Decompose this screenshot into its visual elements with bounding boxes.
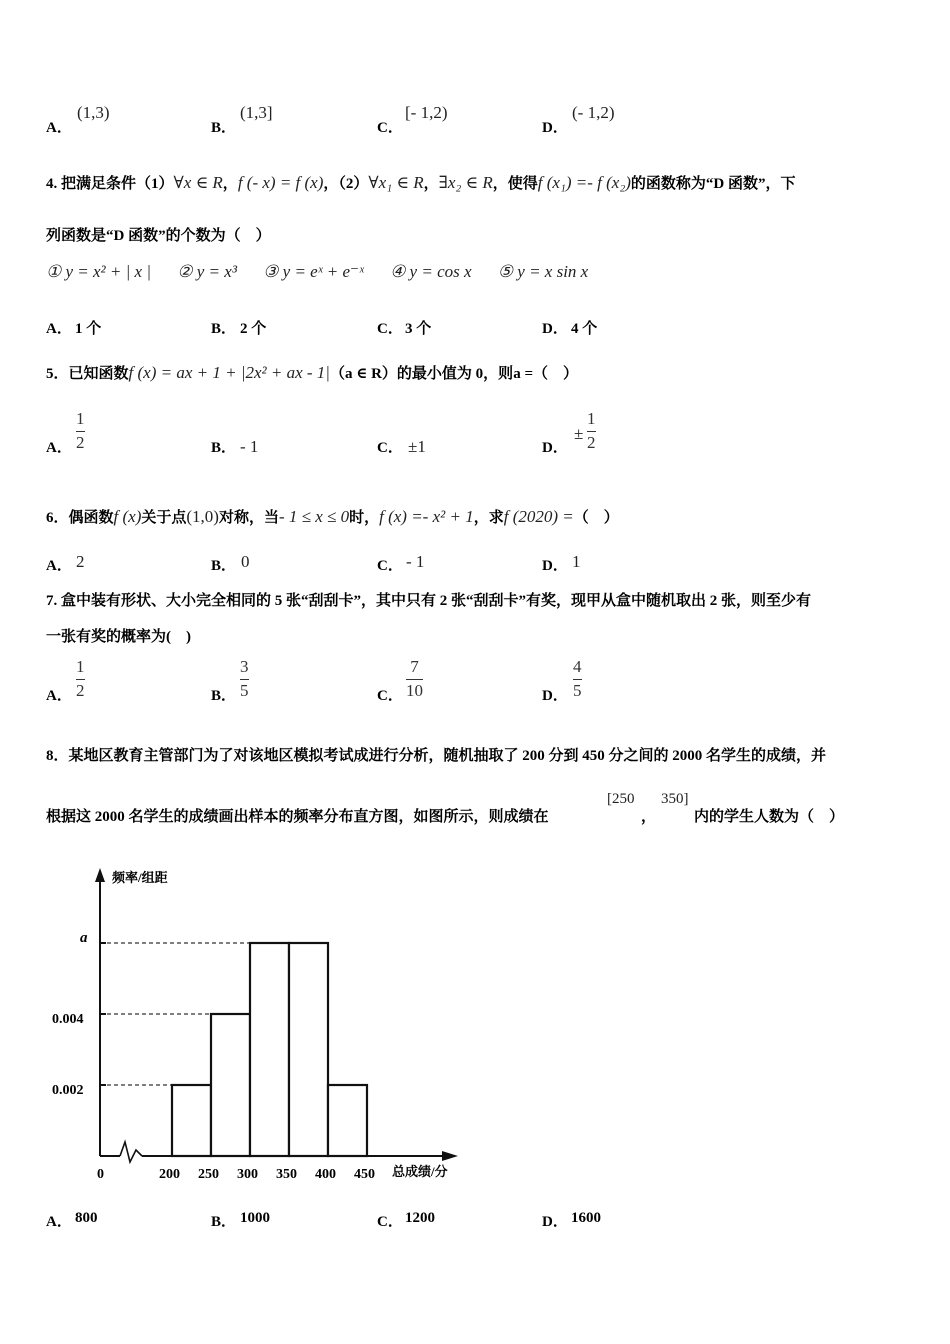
q7-option-d-label: D． — [542, 688, 568, 704]
q8-comma: ， — [641, 809, 657, 825]
q5-option-b-label: B． — [211, 440, 237, 456]
q3-option-b-value: (1,3] — [240, 103, 273, 122]
q6-p5: ，求 — [473, 510, 504, 526]
x-tick-200: 200 — [159, 1167, 180, 1182]
q4-line1 — [46, 172, 796, 193]
q8-option-a-label: A． — [46, 1214, 72, 1230]
q4-option-c-value: 3 个 — [405, 321, 432, 337]
q6-p3: 对称，当 — [218, 510, 279, 526]
q4-part2: ，（2） — [323, 176, 369, 192]
q4-cond1: ∀x ∈ R — [173, 173, 223, 192]
q4-cond2b: ∃x₂ ∈ R — [438, 173, 493, 192]
q4-option-d-label: D． — [542, 321, 568, 337]
q8-option-b-value: 1000 — [240, 1210, 270, 1226]
q3-option-c-value: [- 1,2) — [405, 103, 448, 122]
q5-a-den: 2 — [76, 432, 85, 452]
y-tick-0002: 0.002 — [52, 1083, 84, 1098]
y-axis-arrow-icon — [95, 868, 105, 882]
x-axis-label: 总成绩/分 — [392, 1164, 448, 1179]
q5-cond: （a ∈ R） — [329, 366, 397, 382]
q4-functions — [46, 262, 588, 282]
q6-option-a-label: A． — [46, 558, 72, 574]
q4-option-c-label: C． — [377, 321, 403, 337]
q3-option-c-label: C． — [377, 120, 403, 136]
q5-d-num: 1 — [587, 409, 596, 428]
x-tick-400: 400 — [315, 1167, 336, 1182]
x-tick-450: 450 — [354, 1167, 375, 1182]
y-axis-label: 频率/组距 — [112, 870, 168, 885]
q8-option-d-label: D． — [542, 1214, 568, 1230]
q8-option-c-value: 1200 — [405, 1210, 435, 1226]
q6-option-d-label: D． — [542, 558, 568, 574]
q7-a-den: 2 — [76, 680, 85, 700]
axis-break-icon — [120, 1142, 142, 1162]
q4-cond1b: f (- x) = f (x) — [237, 173, 324, 192]
x-tick-0: 0 — [97, 1167, 104, 1182]
q7-b-num: 3 — [240, 657, 249, 676]
q4-cond2a: ∀x₁ ∈ R — [368, 173, 424, 192]
x-tick-250: 250 — [198, 1167, 219, 1182]
q5-option-a-label: A． — [46, 440, 72, 456]
q6-p2: 关于点 — [141, 510, 187, 526]
q4-option-a-label: A． — [46, 321, 72, 337]
q5-prefix: 5．已知函数 — [46, 366, 129, 382]
q7-d-num: 4 — [573, 657, 582, 676]
q4-sep1: ， — [222, 176, 238, 192]
q7-option-b-fraction — [240, 658, 249, 700]
histogram-group — [100, 943, 375, 1182]
q8-option-d-value: 1600 — [571, 1210, 601, 1226]
histogram-bar-400-450 — [328, 1085, 367, 1156]
q5-option-b-value: - 1 — [240, 437, 259, 456]
y-tick-a: a — [80, 930, 88, 946]
q6-option-c-value: - 1 — [406, 552, 425, 571]
q7-c-den: 10 — [406, 680, 423, 700]
q8-option-a-value: 800 — [75, 1210, 98, 1226]
q4-line2: 列函数是“D 函数”的个数为（ ） — [46, 228, 271, 244]
q6-option-a-value: 2 — [76, 552, 85, 571]
q5-suffix: 的最小值为 0，则 — [396, 366, 514, 382]
x-axis-arrow-icon — [442, 1151, 458, 1161]
q6-p1: 6．偶函数 — [46, 510, 114, 526]
q4-func-3: ③ y = eˣ + e⁻ˣ — [263, 262, 364, 281]
q3-option-b-label: B． — [211, 120, 237, 136]
q6-p4: 时， — [349, 510, 380, 526]
q4-part3: ，使得 — [492, 176, 538, 192]
q6-f: f (x) — [113, 507, 142, 526]
q6-ask: f (2020) = — [503, 507, 574, 526]
q8-interval-right: 350] — [661, 791, 689, 807]
q3-option-a-label: A． — [46, 120, 72, 136]
x-tick-350: 350 — [276, 1167, 297, 1182]
q7-line1: 7. 盒中装有形状、大小完全相同的 5 张“刮刮卡”，其中只有 2 张“刮刮卡”有奖，现甲从盒中随机取出 2 张，则至少有 — [46, 593, 812, 609]
q5-option-c-value: ±1 — [408, 437, 426, 456]
y-tick-0004: 0.004 — [52, 1012, 84, 1027]
q5-d-den: 2 — [587, 432, 596, 452]
histogram-bar-200-250 — [172, 1085, 211, 1156]
q6-line — [46, 506, 619, 527]
q7-option-c-fraction — [406, 658, 423, 700]
q4-option-d-value: 4 个 — [571, 321, 598, 337]
q3-option-d-label: D． — [542, 120, 568, 136]
q4-option-b-label: B． — [211, 321, 237, 337]
q6-p6: （ ） — [573, 510, 619, 526]
q5-option-c-label: C． — [377, 440, 403, 456]
q6-eq: f (x) =- x² + 1 — [379, 507, 474, 526]
q5-option-d-pm: ± — [574, 424, 584, 443]
q4-part4: 的函数称为“D 函数”，下 — [630, 176, 796, 192]
q6-point: (1,0) — [186, 507, 219, 526]
q8-line2b: 内的学生人数为（ ） — [694, 809, 845, 825]
q4-option-a-value: 1 个 — [75, 321, 102, 337]
q7-b-den: 5 — [240, 680, 249, 700]
q4-cond3: f (x₁) =- f (x₂) — [537, 173, 631, 192]
histogram-bar-350-400 — [289, 943, 328, 1156]
frequency-histogram — [40, 860, 480, 1190]
q6-option-c-label: C． — [377, 558, 403, 574]
q4-func-1: ① y = x² + | x | — [46, 262, 152, 281]
q6-option-b-value: 0 — [241, 552, 250, 571]
q7-option-b-label: B． — [211, 688, 237, 704]
q7-option-a-label: A． — [46, 688, 72, 704]
q8-option-b-label: B． — [211, 1214, 237, 1230]
q8-line2a: 根据这 2000 名学生的成绩画出样本的频率分布直方图，如图所示，则成绩在 — [46, 809, 549, 825]
q4-sep2: ， — [423, 176, 439, 192]
q5-option-d-fraction — [587, 410, 596, 452]
q8-interval-left: [250 — [607, 791, 635, 807]
q7-option-d-fraction — [573, 658, 582, 700]
q8-line1: 8．某地区教育主管部门为了对该地区模拟考试成进行分析，随机抽取了 200 分到 450 分之间的 2000 名学生的成绩，并 — [46, 748, 827, 764]
q4-part1: 4. 把满足条件（1） — [46, 176, 174, 192]
q8-line2 — [46, 805, 549, 826]
q7-option-c-label: C． — [377, 688, 403, 704]
q8-option-c-label: C． — [377, 1214, 403, 1230]
q4-option-b-value: 2 个 — [240, 321, 267, 337]
q5-option-a-fraction — [76, 410, 85, 452]
q7-option-a-fraction — [76, 658, 85, 700]
q5-option-d-label: D． — [542, 440, 568, 456]
x-tick-300: 300 — [237, 1167, 258, 1182]
q3-option-a-value: (1,3) — [77, 103, 110, 122]
q7-line2: 一张有奖的概率为( ) — [46, 629, 191, 645]
q6-option-b-label: B． — [211, 558, 237, 574]
q7-a-num: 1 — [76, 657, 85, 676]
q7-d-den: 5 — [573, 680, 582, 700]
q6-option-d-value: 1 — [572, 552, 581, 571]
q7-c-num: 7 — [410, 657, 419, 676]
q5-a-num: 1 — [76, 409, 85, 428]
q5-ask: a =（ ） — [513, 366, 578, 382]
q4-func-5: ⑤ y = x sin x — [497, 262, 589, 281]
histogram-bar-300-350 — [250, 943, 289, 1156]
histogram-bar-250-300 — [211, 1014, 250, 1156]
q4-func-2: ② y = x³ — [177, 262, 237, 281]
q3-option-d-value: (- 1,2) — [572, 103, 615, 122]
q4-func-4: ④ y = cos x — [390, 262, 472, 281]
q5-func: f (x) = ax + 1 + |2x² + ax - 1| — [128, 363, 330, 382]
q6-range: - 1 ≤ x ≤ 0 — [278, 507, 350, 526]
q5-line — [46, 362, 578, 383]
